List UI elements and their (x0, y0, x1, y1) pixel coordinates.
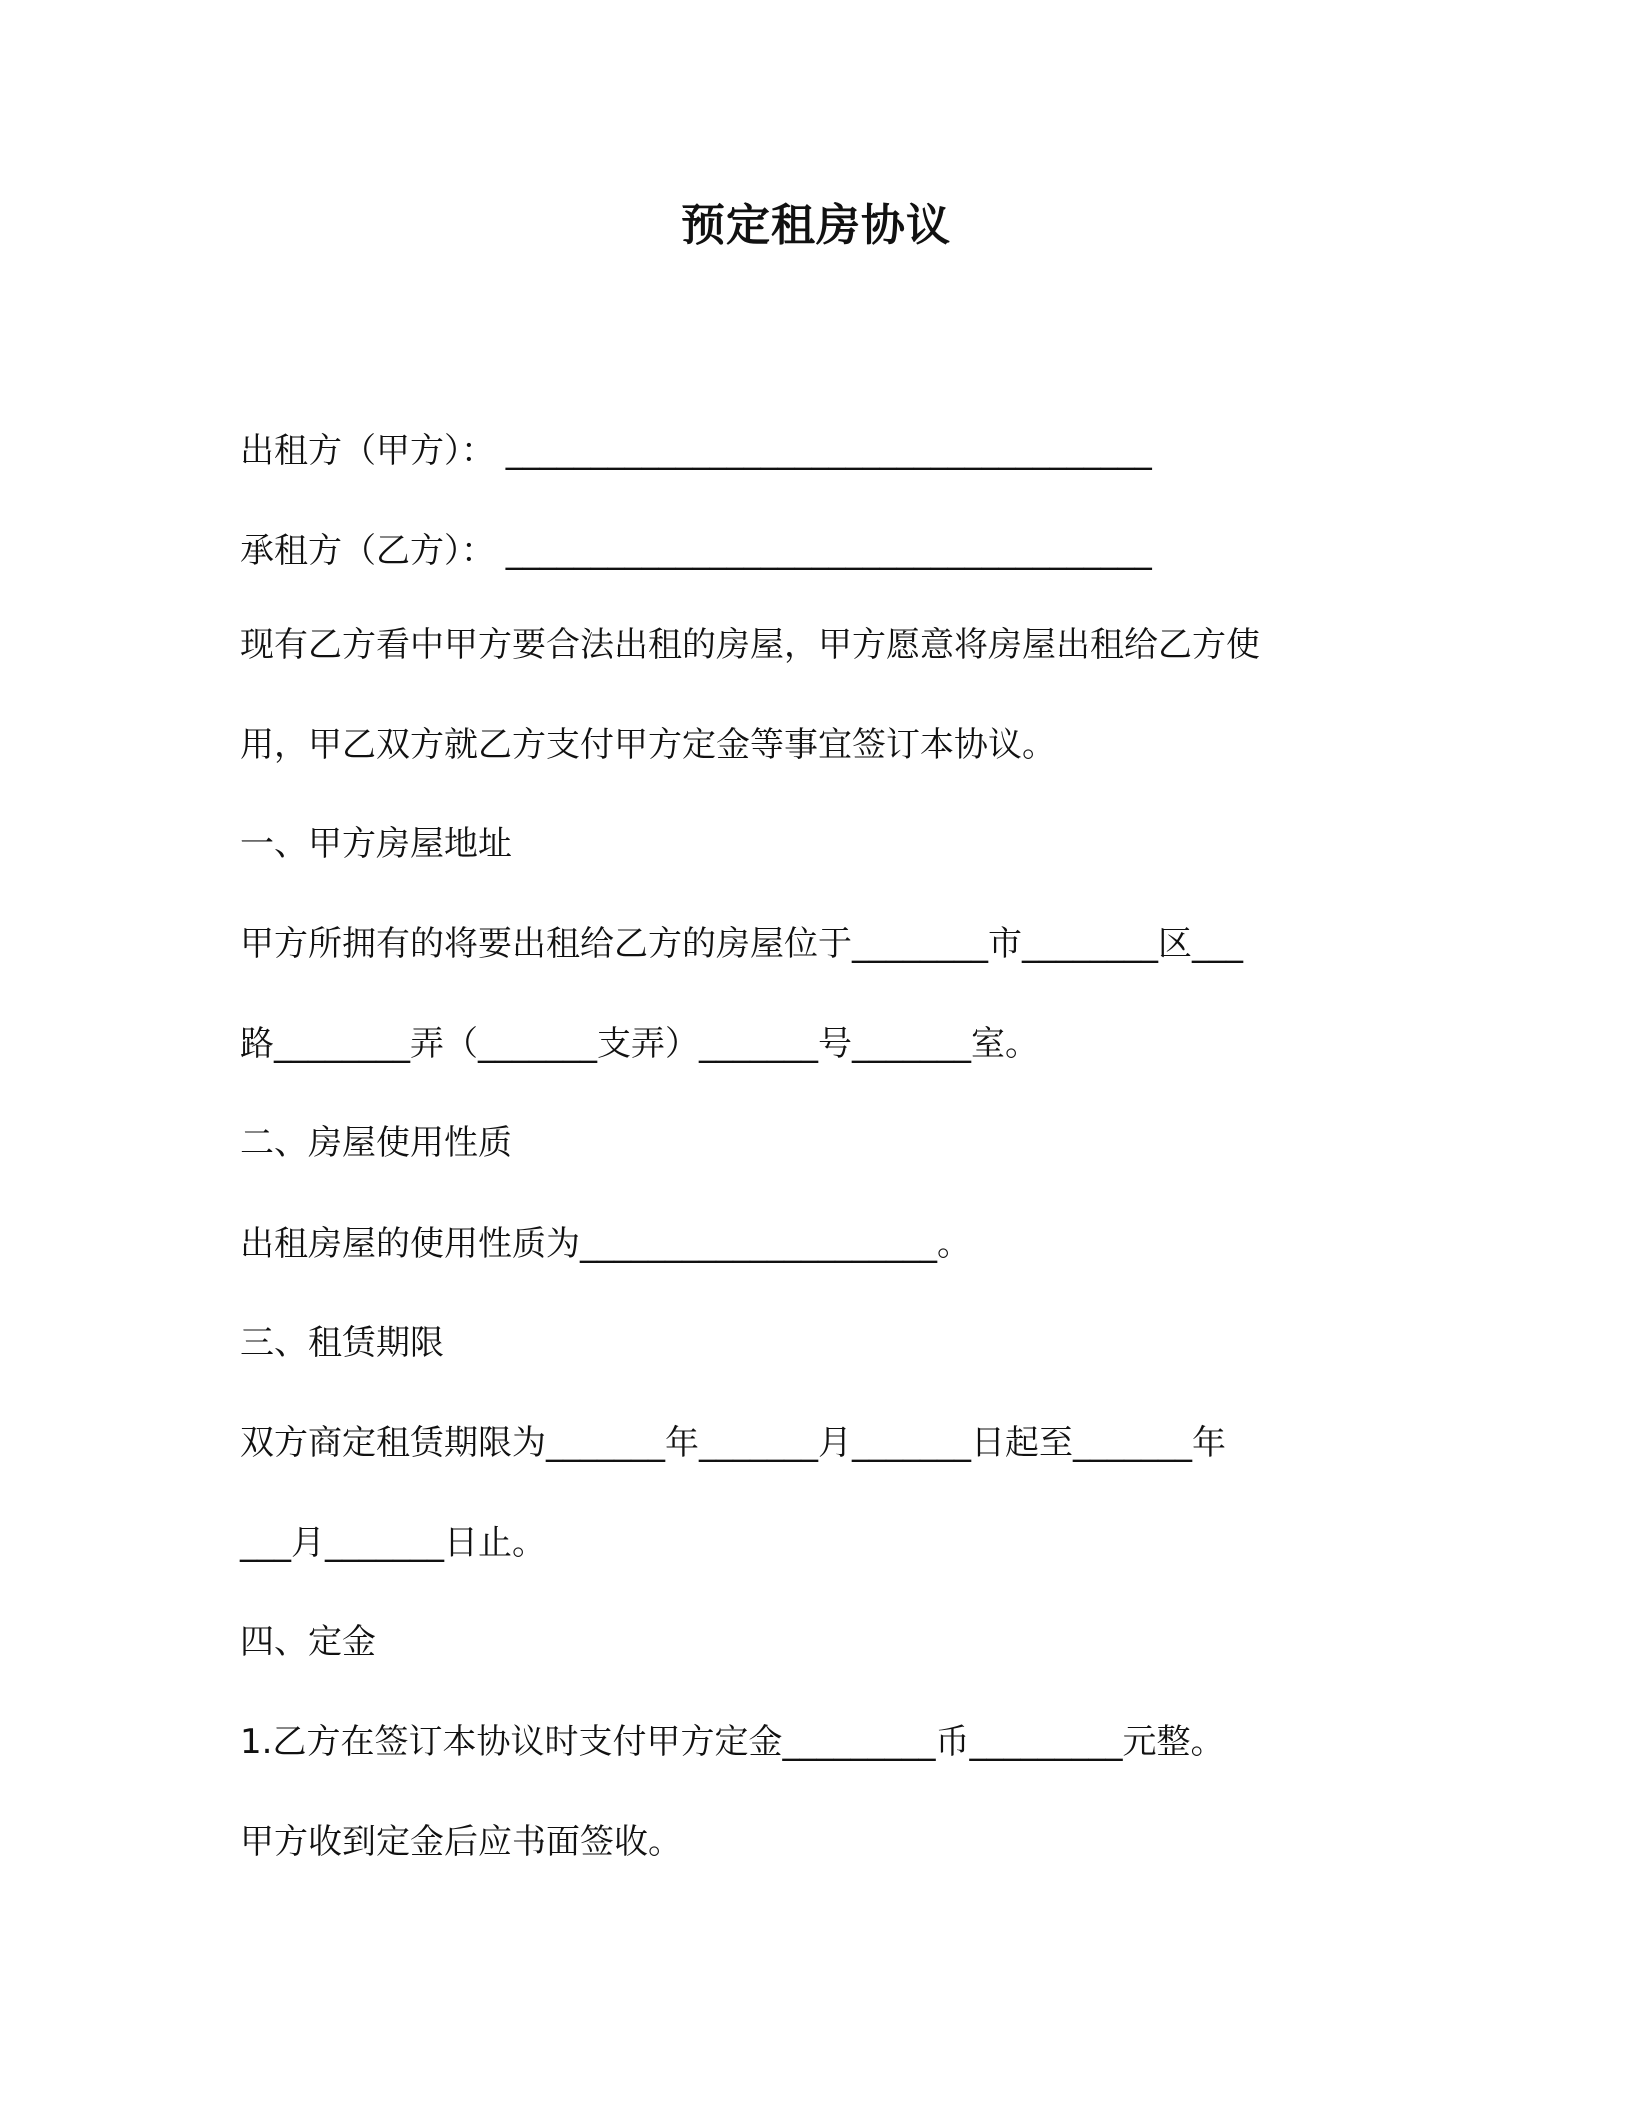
section-heading-deposit: 四、定金 (240, 1622, 376, 1662)
address-line-1: 甲方所拥有的将要出租给乙方的房屋位于________市________区___ (240, 924, 1243, 964)
deposit-line-1: 1.乙方在签订本协议时支付甲方定金_________币_________元整。 (240, 1722, 1225, 1762)
section-heading-address: 一、甲方房屋地址 (240, 824, 512, 864)
address-line-2: 路________弄（_______支弄）_______号_______室。 (240, 1024, 1039, 1064)
section-heading-usage: 二、房屋使用性质 (240, 1123, 512, 1163)
term-line-2: ___月_______日止。 (240, 1523, 546, 1563)
intro-paragraph-line-2: 用，甲乙双方就乙方支付甲方定金等事宜签订本协议。 (240, 725, 1056, 765)
intro-paragraph-line-1: 现有乙方看中甲方要合法出租的房屋，甲方愿意将房屋出租给乙方使 (240, 625, 1260, 665)
document-title: 预定租房协议 (681, 200, 951, 251)
lessee-line: 承租方（乙方）： ______________________________________ (240, 531, 1152, 571)
lessor-line: 出租方（甲方）： ______________________________________ (240, 431, 1152, 471)
deposit-line-2: 甲方收到定金后应书面签收。 (240, 1822, 682, 1862)
term-line-1: 双方商定租赁期限为_______年_______月_______日起至_______年 (240, 1423, 1226, 1463)
usage-line: 出租房屋的使用性质为_____________________。 (240, 1224, 971, 1264)
section-heading-term: 三、租赁期限 (240, 1323, 444, 1363)
